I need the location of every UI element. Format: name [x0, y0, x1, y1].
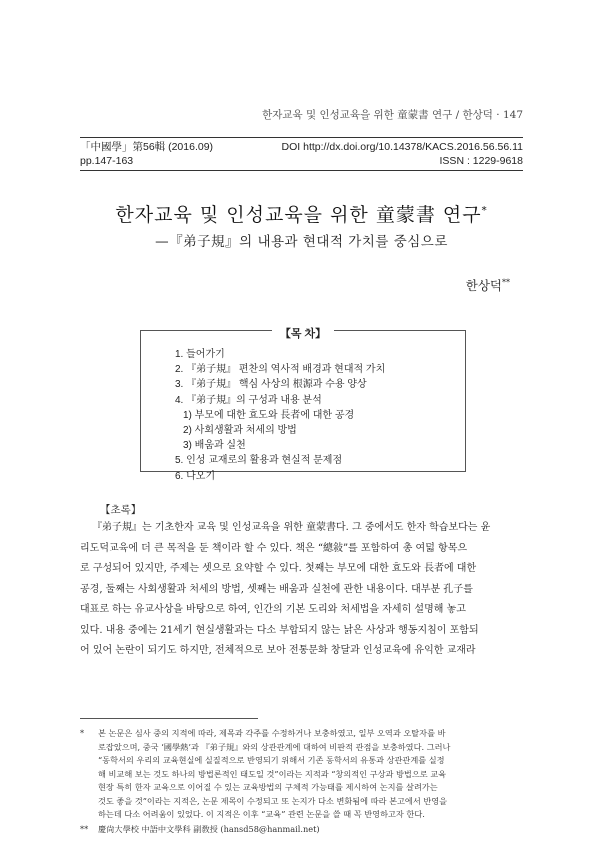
author-affiliation[interactable]: 慶尙大學校 中語中文學科 副敎授 (hansd58@hanmail.net) — [98, 823, 320, 834]
toc-item[interactable]: 4. 『弟子規』의 구성과 내용 분석 — [175, 394, 322, 406]
footnote-line: 것도 좋을 것”이라는 지적은, 논문 제목이 수정되고 또 논지가 다소 변화됨에 따라 본고에서 반영을 — [98, 795, 448, 806]
footnote-line: 본 논문은 심사 중의 지적에 따라, 제목과 각주를 수정하거나 보충하였고, 일부 오역과 오탈자를 바 — [98, 728, 446, 738]
toc-item[interactable]: 6. 나오기 — [175, 470, 216, 482]
title-footnote-mark[interactable]: * — [481, 205, 488, 217]
toc-title-wrap — [141, 322, 465, 341]
toc-item[interactable]: 5. 인성 교재로의 활용과 현실적 문제점 — [175, 455, 343, 467]
footnote-line: 해 비교해 보는 것도 하나의 방법론적인 태도일 것”이라는 지적과 “창의적인 구상과 방법으로 교육 — [98, 768, 447, 779]
paper-title — [80, 200, 523, 227]
paper-title-text: 한자교육 및 인성교육을 위한 童蒙書 연구 — [115, 204, 482, 226]
footnote-line: 로잡았으며, 중국 ‘國學熱’과 『弟子規』와의 상관관계에 대하여 비판적 관점을 보충하였다. 그러나 — [98, 741, 451, 752]
toc-item[interactable]: 1. 들어가기 — [175, 349, 225, 360]
journal-citation: 「中國學」第56輯 (2016.09) — [80, 141, 214, 153]
journal-info-row-1 — [80, 140, 523, 154]
abstract-line: 로 구성되어 있지만, 주제는 셋으로 요약할 수 있다. 첫째는 부모에 대한 효도와 長者에 대한 — [80, 563, 477, 574]
journal-info-row-2 — [80, 154, 523, 168]
footnotes — [80, 727, 523, 836]
abstract-line: 대표로 하는 유교사상을 바탕으로 하여, 인간의 기본 도리와 처세법을 자세히 설명해 놓고 — [80, 604, 466, 615]
toc-subitem[interactable]: 3) 배움과 실천 — [183, 440, 246, 452]
toc-list — [175, 347, 385, 484]
author-footnote-mark[interactable]: ** — [502, 277, 510, 287]
footnote-2 — [80, 823, 523, 837]
toc-heading: 【목 차】 — [272, 328, 334, 340]
abstract-heading: 【초록】 — [100, 504, 142, 516]
footnote-mark: ** — [80, 823, 89, 834]
abstract-line: 『弟子規』는 기초한자 교육 및 인성교육을 위한 童蒙書다. 그 중에서도 한자 학습보다는 윤 — [92, 522, 491, 533]
footnote-1 — [80, 727, 523, 822]
table-of-contents — [140, 328, 466, 482]
footnote-line: 현장 특히 한자 교육으로 이어질 수 있는 교육방법의 구체적 가능태를 제시하여 논지를 살려가는 — [98, 782, 438, 792]
footnote-line: “동학서의 우리의 교육현실에 실질적으로 반영되기 위해서 기존 동학서의 유통과 상관관계를 실정 — [98, 755, 445, 765]
toc-subitem[interactable]: 1) 부모에 대한 효도와 長者에 대한 공경 — [183, 409, 355, 421]
footnote-mark: * — [80, 728, 85, 738]
issn: ISSN : 1229-9618 — [439, 155, 523, 167]
author — [300, 276, 510, 294]
abstract-body — [80, 518, 523, 662]
page-range: pp.147-163 — [80, 155, 134, 167]
doi-link[interactable]: DOI http://dx.doi.org/10.14378/KACS.2016.56.56.11 — [281, 141, 523, 153]
journal-info-box — [80, 137, 523, 171]
toc-item[interactable]: 3. 『弟子規』 핵심 사상의 根源과 수용 양상 — [175, 379, 367, 391]
toc-subitem[interactable]: 2) 사회생활과 처세의 방법 — [183, 425, 297, 437]
footnote-line: 하는데 다소 어려움이 있었다. 이 지적은 이후 “교육” 관련 논문을 쓸 때 꼭 반영하고자 한다. — [98, 809, 425, 819]
toc-item[interactable]: 2. 『弟子規』 편찬의 역사적 배경과 현대적 가치 — [175, 364, 386, 376]
footnote-divider — [80, 718, 258, 719]
author-name: 한상덕 — [465, 278, 502, 293]
abstract-line: 공경, 둘째는 사회생활과 처세의 방법, 셋째는 배움과 실천에 관한 내용이다. 대부분 孔子를 — [80, 583, 473, 595]
abstract-line: 리도덕교육에 더 큰 목적을 둔 책이라 할 수 있다. 책은 “總敍”를 포함하여 총 여덟 항목으 — [80, 542, 468, 554]
running-header: 한자교육 및 인성교육을 위한 童蒙書 연구 / 한상덕 · 147 — [262, 109, 523, 121]
abstract-line: 어 있어 논란이 되기도 하지만, 전체적으로 보아 전통문화 창달과 인성교육에 유익한 교재라 — [80, 645, 476, 656]
abstract-line: 있다. 내용 중에는 21세기 현실생활과는 다소 부합되지 않는 낡은 사상과 행동지침이 포함되 — [80, 624, 479, 636]
paper-subtitle: —『弟子規』의 내용과 현대적 가치를 중심으로 — [155, 234, 448, 250]
